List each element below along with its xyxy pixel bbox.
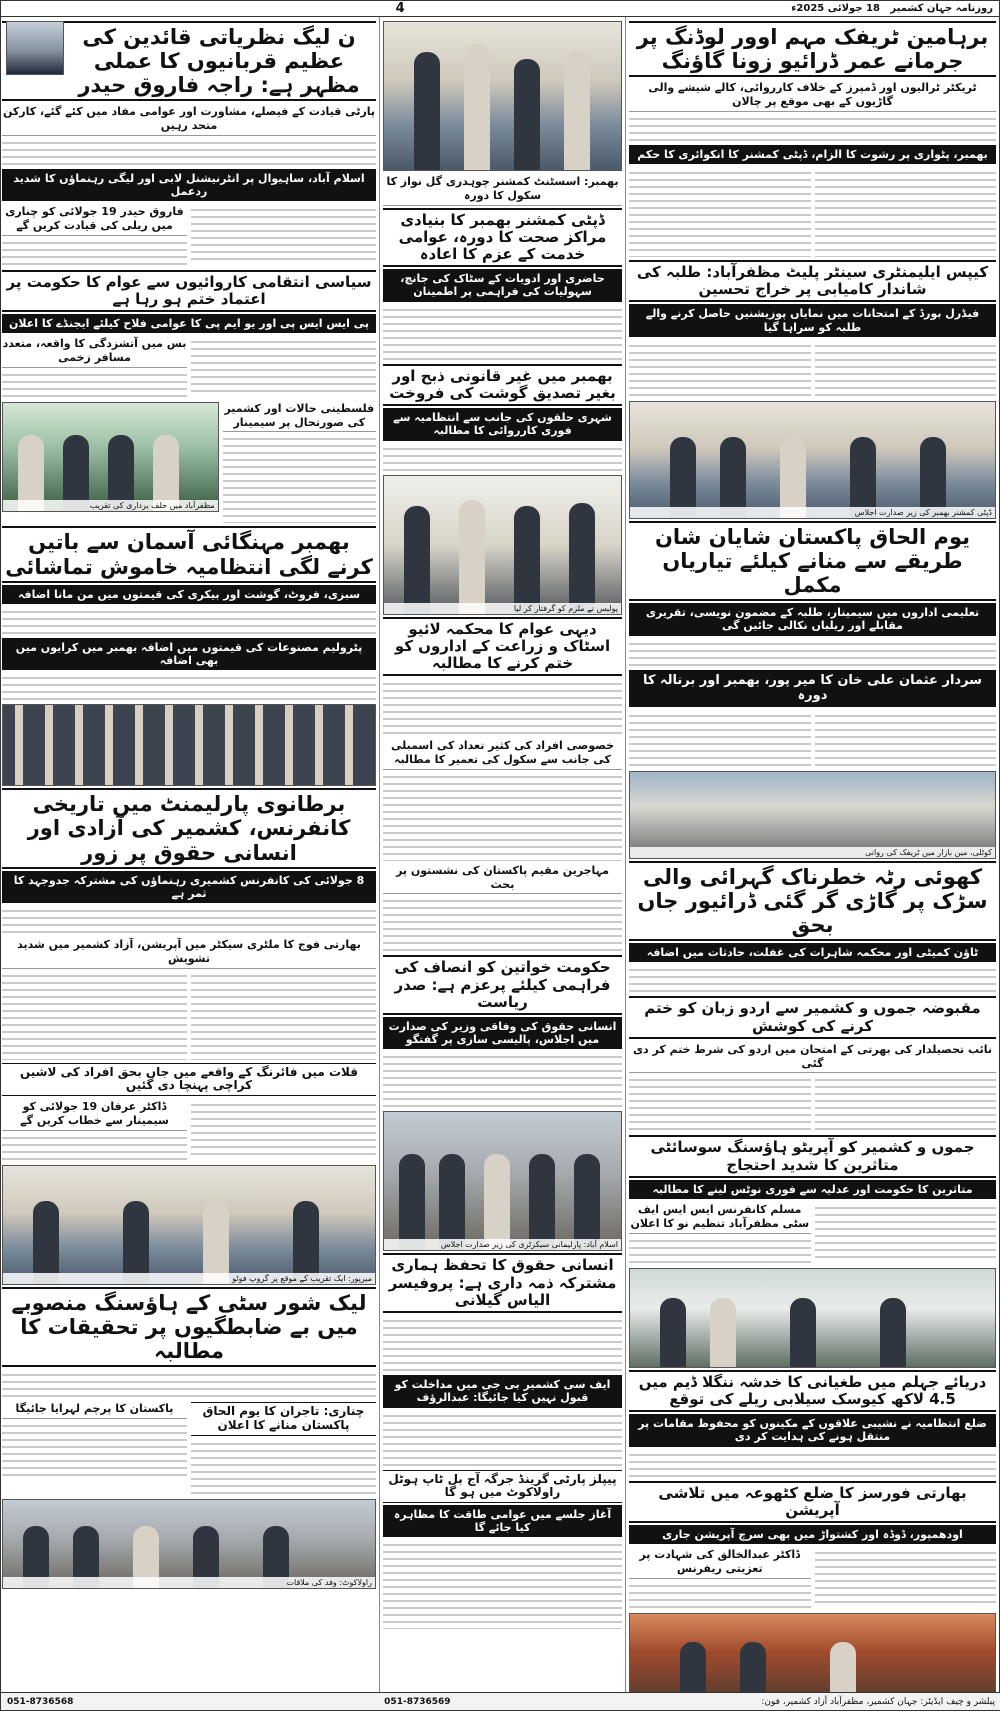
- right-story4-bar: تعلیمی اداروں میں سیمینار، طلبہ کے مضمون نویسی، تقریری مقابلے اور ریلیاں نکالی جائیں گی: [629, 603, 996, 635]
- right-story10-head: دریائے جہلم میں طغیانی کا خدشہ ننگلا ڈیم میں 4.5 لاکھ کیوسک سیلابی ریلے کی توقع: [629, 1370, 996, 1413]
- person-figure: [399, 1154, 425, 1251]
- left-text-row: [2, 335, 376, 400]
- right-story8-head: جموں و کشمیر کو آپریٹو ہاؤسنگ سوسائٹی متاثرین کا شدید احتجاج: [629, 1135, 996, 1178]
- right-lead-headline: برہامین ٹریفک مہم اوور لوڈنگ پر جرمانے عمر ڈرائیو زونا گاؤنگ: [629, 21, 996, 77]
- article-text: [629, 638, 996, 668]
- person-figure: [710, 1298, 736, 1367]
- person-figure: [439, 1154, 465, 1251]
- mid-story6-bar: انسانی حقوق کی وفاقی وزیر کی صدارت میں اجلاس، پالیسی سازی پر گفتگو: [383, 1017, 622, 1049]
- left-story12-head: ڈاکٹر عرفان 19 جولائی کو سیمینار سے خطاب کریں گے: [2, 1098, 187, 1131]
- left-lead-sub: پارٹی قیادت کے فیصلے، مشاورت اور عوامی مفاد میں کئے گئے، کارکن متحد رہیں: [2, 103, 376, 136]
- left-story14-head: چناری: تاجران کا یوم الحاق پاکستان منانے کا اعلان: [191, 1402, 376, 1436]
- left-story10-head: بھارتی فوج کا ملٹری سیکٹر میں آپریشن، آزاد کشمیر میں شدید تشویش: [2, 936, 376, 969]
- article-text: [383, 1051, 622, 1109]
- footer-imprint: [1, 1692, 1000, 1710]
- article-text: [223, 433, 376, 523]
- mid-story2-bar: شہری حلقوں کی جانب سے انتظامیہ سے فوری کارروائی کا مطالبہ: [383, 408, 622, 440]
- left-text-row: [2, 203, 376, 268]
- photo-caption: راولاکوٹ: وفد کی ملاقات: [3, 1577, 375, 1588]
- article-text: [815, 1202, 997, 1260]
- right-story7-sub: نائب تحصیلدار کی بھرتی کے امتحان میں اردو کی شرط ختم کر دی گئی: [629, 1041, 996, 1074]
- photo-caption: کوٹلی، مین بازار میں ٹریفک کی روانی: [630, 847, 995, 858]
- left-story8-head: پٹرولیم مصنوعات کی قیمتوں میں اضافہ بھمبر میں کرایوں میں بھی اضافہ: [2, 638, 376, 670]
- person-figure: [660, 1298, 686, 1367]
- article-text: [191, 1099, 376, 1157]
- left-story6-head: فلسطینی حالات اور کشمیر کی صورتحال پر سیمینار: [223, 400, 376, 433]
- right-story3-bar: فیڈرل بورڈ کے امتحانات میں نمایاں پوزیشنیں حاصل کرنے والے طلبہ کو سراہا گیا: [629, 304, 996, 336]
- person-figure: [670, 437, 696, 518]
- article-text: [383, 771, 622, 861]
- leader-portrait: [6, 21, 64, 75]
- person-figure: [459, 500, 485, 613]
- masthead: [1, 1, 1000, 17]
- person-figure: [293, 1201, 319, 1284]
- protest-photo: [629, 1268, 996, 1368]
- mid-story4-head: خصوصی افراد کی کثیر تعداد کی اسمبلی کی جانب سے سکول کی تعمیر کا مطالبہ: [383, 737, 622, 770]
- left-story13-head: لیک شور سٹی کے ہاؤسنگ منصوبے میں بے ضابطگیوں پر تحقیقات کا مطالبہ: [2, 1287, 376, 1367]
- article-text: [629, 340, 811, 398]
- person-figure: [33, 1201, 59, 1284]
- left-story4-head: سیاسی انتقامی کاروائیوں سے عوام کا حکومت پر اعتماد ختم ہو رہا ہے: [2, 270, 376, 313]
- article-text: [191, 336, 376, 394]
- right-story12-head: ڈاکٹر عبدالخالق کی شہادت پر تعزیتی ریفرنس: [629, 1546, 811, 1579]
- left-lead-headline: ن لیگ نظریاتی قائدین کی عظیم قربانیوں کا عملی مظہر ہے: راجہ فاروق حیدر: [2, 21, 376, 101]
- article-text: [2, 137, 376, 167]
- person-figure: [414, 52, 440, 170]
- person-figure: [464, 44, 490, 170]
- article-text: [2, 237, 187, 267]
- right-text-row: [629, 709, 996, 769]
- right-story6-bar: ٹاؤن کمیٹی اور محکمہ شاہرات کی غفلت، حادثات میں اضافہ: [629, 943, 996, 962]
- left-story15-head: پاکستان کا پرچم لہرایا جائیگا: [2, 1400, 187, 1419]
- person-figure: [484, 1154, 510, 1251]
- article-text: [629, 167, 811, 257]
- left-story11-head: قلات میں فائرنگ کے واقعے میں جاں بحق افراد کی لاشیں کراچی پہنچا دی گئیں: [2, 1063, 376, 1097]
- fire-photo: [629, 1613, 996, 1694]
- mid-photo-caption: بھمبر: اسسٹنٹ کمشنر چوہدری گل نواز کا سکول کا دورہ: [383, 173, 622, 206]
- article-text: [815, 710, 997, 768]
- mid-story5-head: مہاجرین مقیم پاکستان کی نشستوں پر بحث: [383, 862, 622, 895]
- left-story2-head: اسلام آباد، ساہیوال پر انٹرنیشنل لابی اور لیگی رہنماؤں کا شدید ردعمل: [2, 169, 376, 201]
- mid-story1-bar: حاضری اور ادویات کے سٹاک کی جانچ، سہولیات کی فراہمی پر اطمینان: [383, 269, 622, 301]
- right-story4-head: یوم الحاق پاکستان شایان شان طریقے سے منانے کیلئے تیاریاں مکمل: [629, 521, 996, 601]
- right-text-row: [629, 339, 996, 399]
- right-story9-head: مسلم کانفرنس ایس ایس ایف سٹی مظفرآباد تنظیم نو کا اعلان: [629, 1201, 811, 1234]
- school-visit-photo: [383, 21, 622, 171]
- article-text: [383, 1410, 622, 1468]
- left-text-row: [2, 1098, 376, 1163]
- right-text-row: [629, 1201, 996, 1266]
- article-text: [629, 1580, 811, 1610]
- right-text-row: [629, 1546, 996, 1611]
- article-text: [191, 1438, 376, 1496]
- person-figure: [514, 506, 540, 614]
- left-text-row: [2, 969, 376, 1061]
- article-text: [2, 606, 376, 636]
- person-figure: [920, 437, 946, 518]
- footer-phone-2: 051-8736568: [7, 1696, 74, 1707]
- person-figure: [720, 437, 746, 518]
- right-lead-sub: ٹریکٹر ٹرالیوں اور ڈمپرز کے خلاف کارروائی، کالے شیشے والی گاڑیوں کے بھی موقع پر چالان: [629, 79, 996, 112]
- right-story11-bar: اودھمپور، ڈوڈہ اور کشتواڑ میں بھی سرچ آپریشن جاری: [629, 1525, 996, 1544]
- ceremony-photo: [2, 402, 219, 512]
- street-photo: [629, 771, 996, 859]
- person-figure: [574, 1154, 600, 1251]
- left-story5-head: بس میں آتشزدگی کا واقعہ، متعدد مسافر زخمی: [2, 335, 187, 368]
- mid-story8-head: ایف سی کشمیر بی جی میں مداخلت کو قبول نہیں کیا جائیگا: عبدالرؤف: [383, 1375, 622, 1407]
- photo-caption: ڈپٹی کمشنر بھمبر کی زیر صدارت اجلاس: [630, 507, 995, 518]
- left-story9-bar: 8 جولائی کی کانفرنس کشمیری رہنماؤں کی مشترکہ جدوجہد کا ثمر ہے: [2, 871, 376, 903]
- article-text: [383, 1315, 622, 1373]
- article-text: [383, 678, 622, 736]
- article-text: [2, 1132, 187, 1162]
- article-text: [629, 964, 996, 994]
- article-text: [2, 905, 376, 935]
- article-text: [629, 1449, 996, 1479]
- article-text: [815, 1547, 997, 1605]
- lead-story-block: [2, 21, 376, 136]
- article-text: [383, 443, 622, 473]
- article-text: [383, 895, 622, 953]
- person-figure: [790, 1298, 816, 1367]
- person-figure: [680, 1642, 706, 1694]
- left-story7-head: بھمبر مہنگائی آسمان سے باتیں کرنے لگی انتظامیہ خاموش تماشائی: [2, 526, 376, 582]
- article-text: [2, 970, 187, 1060]
- photo-caption: اسلام آباد: پارلیمانی سیکرٹری کی زیر صدارت اجلاس: [384, 1239, 621, 1250]
- person-figure: [850, 437, 876, 518]
- article-text: [383, 1539, 622, 1629]
- article-text: [2, 369, 187, 399]
- article-text: [629, 1235, 811, 1265]
- right-story5-bar: سردار عثمان علی خان کا میر پور، بھمبر اور برنالہ کا دورہ: [629, 670, 996, 707]
- left-photo-row: [2, 400, 376, 525]
- right-column: [625, 17, 999, 1694]
- article-text: [629, 1074, 811, 1132]
- right-story7-head: مقبوضہ جموں و کشمیر سے اردو زبان کو ختم کرنے کی کوشش: [629, 996, 996, 1039]
- photo-caption: میرپور: ایک تقریب کے موقع پر گروپ فوٹو: [3, 1273, 375, 1284]
- left-story7-bar: سبزی، فروٹ، گوشت اور بیکری کی قیمتوں میں من مانا اضافہ: [2, 585, 376, 604]
- page-number: 4: [395, 1, 405, 16]
- mid-story9-bar: آغاز جلسے میں عوامی طاقت کا مظاہرہ کیا جائے گا: [383, 1505, 622, 1537]
- mid-story3-head: دیہی عوام کا محکمہ لائیو اسٹاک و زراعت کے اداروں کو ختم کرنے کا مطالبہ: [383, 617, 622, 677]
- right-text-row: [629, 1073, 996, 1133]
- left-text-row: [2, 1400, 376, 1497]
- article-text: [629, 710, 811, 768]
- police-photo: [383, 475, 622, 615]
- article-text: [2, 1369, 376, 1399]
- person-figure: [529, 1154, 555, 1251]
- left-column: [0, 17, 379, 1694]
- right-story10-sub: ضلع انتظامیہ نے نشیبی علاقوں کے مکینوں کو محفوظ مقامات پر منتقل ہونے کی ہدایت کر دی: [629, 1414, 996, 1446]
- right-story8-bar: متاثرین کا حکومت اور عدلیہ سے فوری نوٹس لینے کا مطالبہ: [629, 1180, 996, 1199]
- right-story2-head: بھمبر، پٹواری پر رشوت کا الزام، ڈپٹی کمشنر کا انکوائری کا حکم: [629, 145, 996, 164]
- left-story4-bar: پی ایس ایس پی اور یو ایم پی کا عوامی فلاح کیلئے ایجنڈے کا اعلان: [2, 314, 376, 333]
- person-figure: [564, 52, 590, 170]
- masthead-date: روزنامہ جہان کشمیر 18 جولائی 2025ء: [791, 3, 993, 14]
- mid-story1-head: ڈپٹی کمشنر بھمبر کا بنیادی مراکز صحت کا دورہ، عوامی خدمت کے عزم کا اعادہ: [383, 208, 622, 268]
- photo-caption: مظفرآباد میں حلف برداری کی تقریب: [3, 500, 218, 511]
- mid-story7-head: انسانی حقوق کا تحفظ ہماری مشترکہ ذمہ داری ہے: پروفیسر الیاس گیلانی: [383, 1253, 622, 1313]
- footer-text: پبلشر و چیف ایڈیٹر: جہان کشمیر، مظفرآباد آزاد کشمیر، فون:: [761, 1696, 995, 1707]
- meeting-photo: [629, 401, 996, 519]
- meeting-table-photo: [383, 1111, 622, 1251]
- person-figure: [780, 437, 806, 518]
- person-figure: [569, 503, 595, 613]
- person-figure: [404, 506, 430, 614]
- portraits-strip-photo: [2, 704, 376, 786]
- middle-column: [379, 17, 625, 1694]
- article-text: [2, 672, 376, 702]
- article-text: [629, 113, 996, 143]
- right-text-row: [629, 166, 996, 258]
- article-text: [191, 970, 376, 1060]
- photo-caption: پولیس نے ملزم کو گرفتار کر لیا: [384, 603, 621, 614]
- person-figure: [203, 1201, 229, 1284]
- person-figure: [514, 59, 540, 170]
- person-figure: [740, 1642, 766, 1694]
- left-story3-head: فاروق حیدر 19 جولائی کو چناری میں ریلی کی قیادت کریں گے: [2, 203, 187, 236]
- mid-story2-head: بھمبر میں غیر قانونی ذبح اور بغیر تصدیق گوشت کی فروخت: [383, 364, 622, 407]
- article-text: [815, 340, 997, 398]
- office-photo: [2, 1165, 376, 1285]
- right-story6-head: کھوئی رٹہ خطرناک گہرائی والی سڑک پر گاڑی گر گئی ڈرائیور جاں بحق: [629, 861, 996, 941]
- mid-story9-head: پیپلز پارٹی گرینڈ جرگہ آج بل ٹاپ ہوٹل راولاکوٹ میں ہو گا: [383, 1470, 622, 1504]
- footer-phone-1: 051-8736569: [384, 1696, 451, 1707]
- group-photo: [2, 1499, 376, 1589]
- person-figure: [123, 1201, 149, 1284]
- article-text: [815, 167, 997, 257]
- right-story3-head: کیپس ایلیمنٹری سینٹر پلیٹ مظفرآباد: طلبہ کی شاندار کامیابی پر خراج تحسین: [629, 260, 996, 303]
- article-text: [2, 1420, 187, 1478]
- person-figure: [880, 1298, 906, 1367]
- article-text: [383, 304, 622, 362]
- mid-story6-head: حکومت خواتین کو انصاف کی فراہمی کیلئے پرعزم ہے: صدر ریاست: [383, 955, 622, 1015]
- right-story11-head: بھارتی فورسز کا ضلع کٹھوعہ میں تلاشی آپریشن: [629, 1481, 996, 1524]
- left-story9-head: برطانوی پارلیمنٹ میں تاریخی کانفرنس، کشمیر کی آزادی اور انسانی حقوق پر زور: [2, 788, 376, 868]
- article-text: [815, 1074, 997, 1132]
- article-text: [191, 204, 376, 262]
- person-figure: [830, 1642, 856, 1694]
